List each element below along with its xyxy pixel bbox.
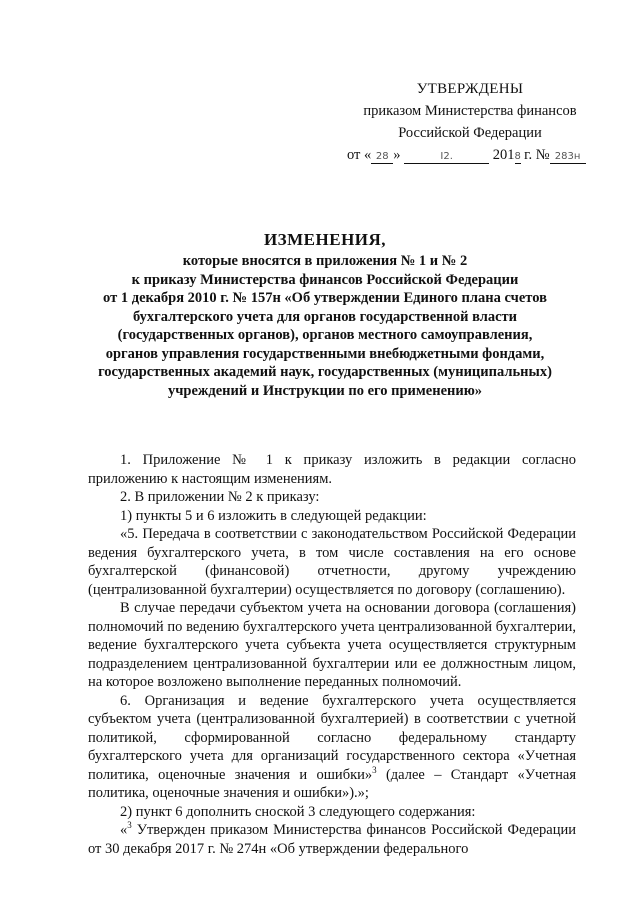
heading-line: учреждений и Инструкции по его применению»	[167, 382, 483, 399]
approval-line-federation: Российской Федерации	[398, 125, 542, 141]
number-prefix: г. №	[520, 147, 550, 163]
approval-title: УТВЕРЖДЕНЫ	[416, 81, 524, 97]
heading-line: (государственных органов), органов местного самоуправления,	[117, 327, 533, 343]
handwritten-year-digit: 8	[514, 151, 521, 162]
paragraph-1: 1. Приложение № 1 к приказу изложить в редакции согласно приложению к настоящим изменениям.	[88, 452, 576, 487]
document-heading	[90, 228, 560, 400]
approval-date-line	[345, 144, 595, 166]
heading-title: ИЗМЕНЕНИЯ,	[263, 230, 387, 249]
heading-line: органов управления государственными внебюджетными фондами,	[105, 345, 545, 362]
paragraph-3: 1) пункты 5 и 6 изложить в следующей редакции:	[120, 507, 427, 524]
paragraph-5: В случае передачи субъектом учета на основании договора (соглашения) полномочий по ведению бухгалтерского учета централизованной бухгалтерии, ведение бухгалтерского учета субъекта учета осуществляется структурным подразделением централизованной бухгалтерии или ее должностным лицом, на которое возложено выполнение переданных полномочий.	[88, 600, 576, 690]
paragraph-8	[88, 821, 576, 858]
document-body	[88, 451, 576, 858]
approval-stamp	[345, 78, 595, 166]
handwritten-month: I2.	[404, 151, 489, 164]
paragraph-6-tail: (далее – Стандарт «Учетная политика, оценочные значения и ошибки»).»;	[88, 766, 576, 801]
handwritten-day: 28	[371, 151, 393, 164]
approval-line-ministry: приказом Министерства финансов	[363, 103, 577, 119]
heading-line: от 1 декабря 2010 г. № 157н «Об утверждении Единого плана счетов	[103, 290, 547, 306]
paragraph-4: «5. Передача в соответствии с законодательством Российской Федерации ведения бухгалтерского учета, в том числе составления на его основе бухгалтерской (финансовой) отчетности, другому учреждению (централизованной бухгалтерии) осуществляется по договору (соглашению).	[88, 526, 576, 598]
footnote-mark: 3	[127, 820, 132, 831]
heading-line: которые вносятся в приложения № 1 и № 2	[182, 253, 468, 269]
paragraph-7: 2) пункт 6 дополнить сноской 3 следующего содержания:	[120, 803, 476, 820]
paragraph-2: 2. В приложении № 2 к приказу:	[120, 489, 320, 505]
heading-line: к приказу Министерства финансов Российской Федерации	[131, 271, 519, 288]
year-prefix: 201	[489, 147, 515, 163]
heading-line: бухгалтерского учета для органов государственной власти	[132, 308, 518, 325]
footnote-ref: 3	[372, 764, 377, 775]
date-mid: »	[393, 147, 405, 163]
quote-open: «	[120, 822, 128, 838]
heading-line: государственных академий наук, государственных (муниципальных)	[98, 364, 552, 380]
paragraph-6	[88, 692, 576, 803]
paragraph-6-text: 6. Организация и ведение бухгалтерского учета осуществляется субъектом учета (централизованной бухгалтерией) в соответствии с учетной политикой, сформированной согласно федеральному стандарту бухгалтерского учета для организаций государственного сектора «Учетная политика, оценочные значения и ошибки»	[88, 692, 576, 783]
handwritten-order-number: 283н	[550, 151, 586, 164]
date-prefix: от «	[347, 147, 372, 163]
paragraph-8-text: Утвержден приказом Министерства финансов Российской Федерации от 30 декабря 2017 г. № 274н «Об утверждении федерального	[88, 822, 576, 857]
